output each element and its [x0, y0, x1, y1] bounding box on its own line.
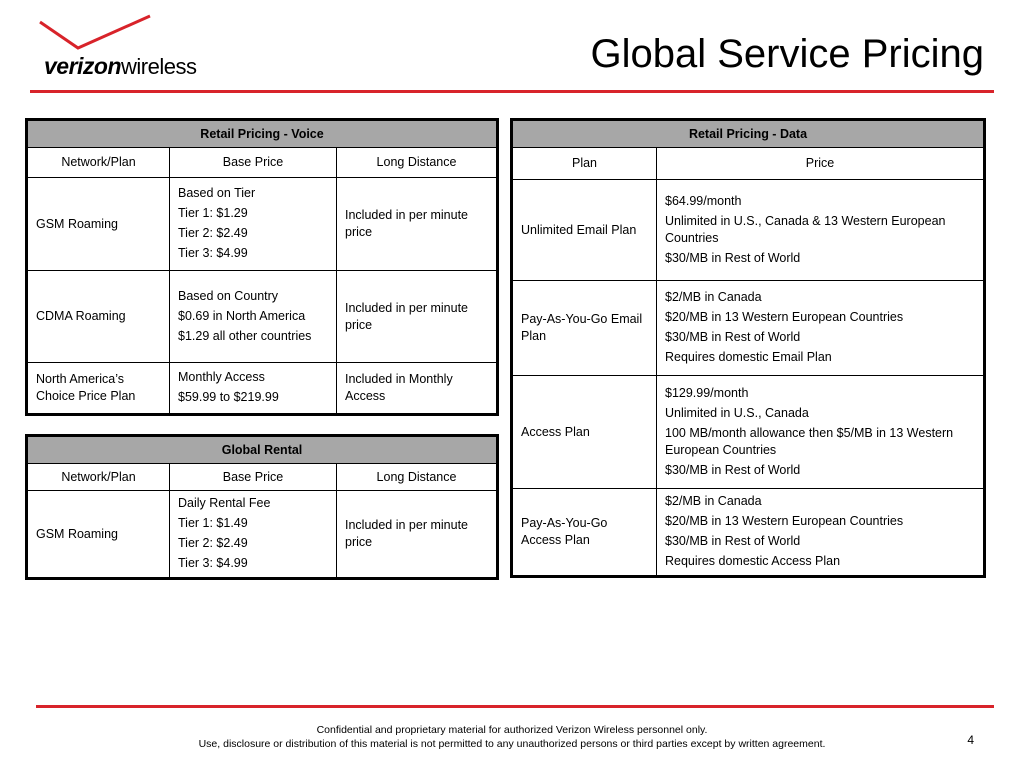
- logo-wordmark: [44, 54, 197, 79]
- base-line: $1.29 all other countries: [178, 328, 312, 343]
- data-plan-cell: Unlimited Email Plan: [512, 180, 657, 281]
- footer-line-1: Confidential and proprietary material for authorized Verizon Wireless personnel only.: [316, 724, 708, 736]
- voice-col-network: Network/Plan: [27, 148, 170, 178]
- rental-table-heading: Global Rental: [27, 436, 498, 464]
- table-row: [27, 178, 498, 271]
- verizon-wireless-logo: [38, 14, 218, 80]
- rental-col-base: Base Price: [170, 464, 337, 491]
- voice-ld-cell: Included in per minute price: [337, 178, 498, 271]
- price-line: $30/MB in Rest of World: [665, 534, 801, 548]
- voice-base-cell: [170, 363, 337, 415]
- price-line: $30/MB in Rest of World: [665, 330, 801, 344]
- base-line: Tier 3: $4.99: [178, 246, 248, 260]
- base-line: $59.99 to $219.99: [178, 390, 279, 404]
- base-line: Based on Tier: [178, 186, 256, 200]
- price-line: $2/MB in Canada: [665, 290, 762, 304]
- price-line: $20/MB in 13 Western European Countries: [665, 310, 904, 324]
- base-line: Tier 1: $1.29: [178, 206, 248, 220]
- data-plan-cell: Access Plan: [512, 376, 657, 489]
- logo-brand-bold: verizon: [44, 53, 122, 79]
- price-line: 100 MB/month allowance then $5/MB in 13 Western European Countries: [665, 425, 954, 457]
- data-col-plan: Plan: [512, 148, 657, 180]
- price-line: $20/MB in 13 Western European Countries: [665, 514, 904, 528]
- confidentiality-footer: [0, 723, 1024, 751]
- logo-brand-light: wireless: [121, 54, 197, 79]
- base-line: Tier 2: $2.49: [178, 226, 248, 240]
- voice-plan-cell: GSM Roaming: [27, 178, 170, 271]
- voice-plan-cell: CDMA Roaming: [27, 271, 170, 363]
- voice-base-cell: [170, 271, 337, 363]
- base-line: Daily Rental Fee: [178, 496, 271, 510]
- checkmark-icon: [38, 14, 158, 54]
- price-line: Unlimited in U.S., Canada & 13 Western European Countries: [665, 213, 946, 245]
- data-col-price: Price: [657, 148, 985, 180]
- footer-line-2: Use, disclosure or distribution of this material is not permitted to any unauthorized persons or third parties except by written agreement.: [198, 738, 826, 750]
- base-line: Tier 3: $4.99: [178, 556, 248, 570]
- price-line: $2/MB in Canada: [665, 494, 762, 508]
- price-line: $129.99/month: [665, 385, 749, 400]
- price-line: $30/MB in Rest of World: [665, 250, 801, 265]
- base-line: Monthly Access: [178, 370, 265, 384]
- voice-plan-cell: North America’s Choice Price Plan: [27, 363, 170, 415]
- data-price-cell: [657, 180, 985, 281]
- price-line: $64.99/month: [665, 193, 742, 208]
- bottom-divider: [36, 705, 994, 708]
- rental-col-ld: Long Distance: [337, 464, 498, 491]
- rental-col-network: Network/Plan: [27, 464, 170, 491]
- rental-ld-cell: Included in per minute price: [337, 491, 498, 579]
- data-table-heading: Retail Pricing - Data: [512, 120, 985, 148]
- price-line: $30/MB in Rest of World: [665, 462, 801, 477]
- table-row: [512, 281, 985, 376]
- price-line: Unlimited in U.S., Canada: [665, 405, 809, 420]
- voice-ld-cell: Included in per minute price: [337, 271, 498, 363]
- base-line: $0.69 in North America: [178, 308, 306, 323]
- base-line: Based on Country: [178, 288, 279, 303]
- data-price-cell: [657, 376, 985, 489]
- rental-base-cell: [170, 491, 337, 579]
- table-row: [512, 180, 985, 281]
- rental-plan-cell: GSM Roaming: [27, 491, 170, 579]
- table-row: [512, 489, 985, 577]
- voice-col-ld: Long Distance: [337, 148, 498, 178]
- voice-col-base: Base Price: [170, 148, 337, 178]
- voice-pricing-table: [25, 118, 499, 416]
- table-row: [27, 363, 498, 415]
- data-price-cell: [657, 281, 985, 376]
- data-plan-cell: Pay-As-You-Go Email Plan: [512, 281, 657, 376]
- page-title: Global Service Pricing: [590, 32, 984, 76]
- data-price-cell: [657, 489, 985, 577]
- price-line: Requires domestic Access Plan: [665, 554, 841, 568]
- top-divider: [30, 90, 994, 93]
- table-row: [27, 491, 498, 579]
- voice-base-cell: [170, 178, 337, 271]
- global-rental-table: [25, 434, 499, 580]
- base-line: Tier 2: $2.49: [178, 536, 248, 550]
- price-line: Requires domestic Email Plan: [665, 350, 832, 364]
- voice-ld-cell: Included in Monthly Access: [337, 363, 498, 415]
- base-line: Tier 1: $1.49: [178, 516, 248, 530]
- voice-table-heading: Retail Pricing - Voice: [27, 120, 498, 148]
- table-row: [27, 271, 498, 363]
- data-plan-cell: Pay-As-You-Go Access Plan: [512, 489, 657, 577]
- data-pricing-table: [510, 118, 986, 578]
- table-row: [512, 376, 985, 489]
- page-number: 4: [967, 733, 974, 747]
